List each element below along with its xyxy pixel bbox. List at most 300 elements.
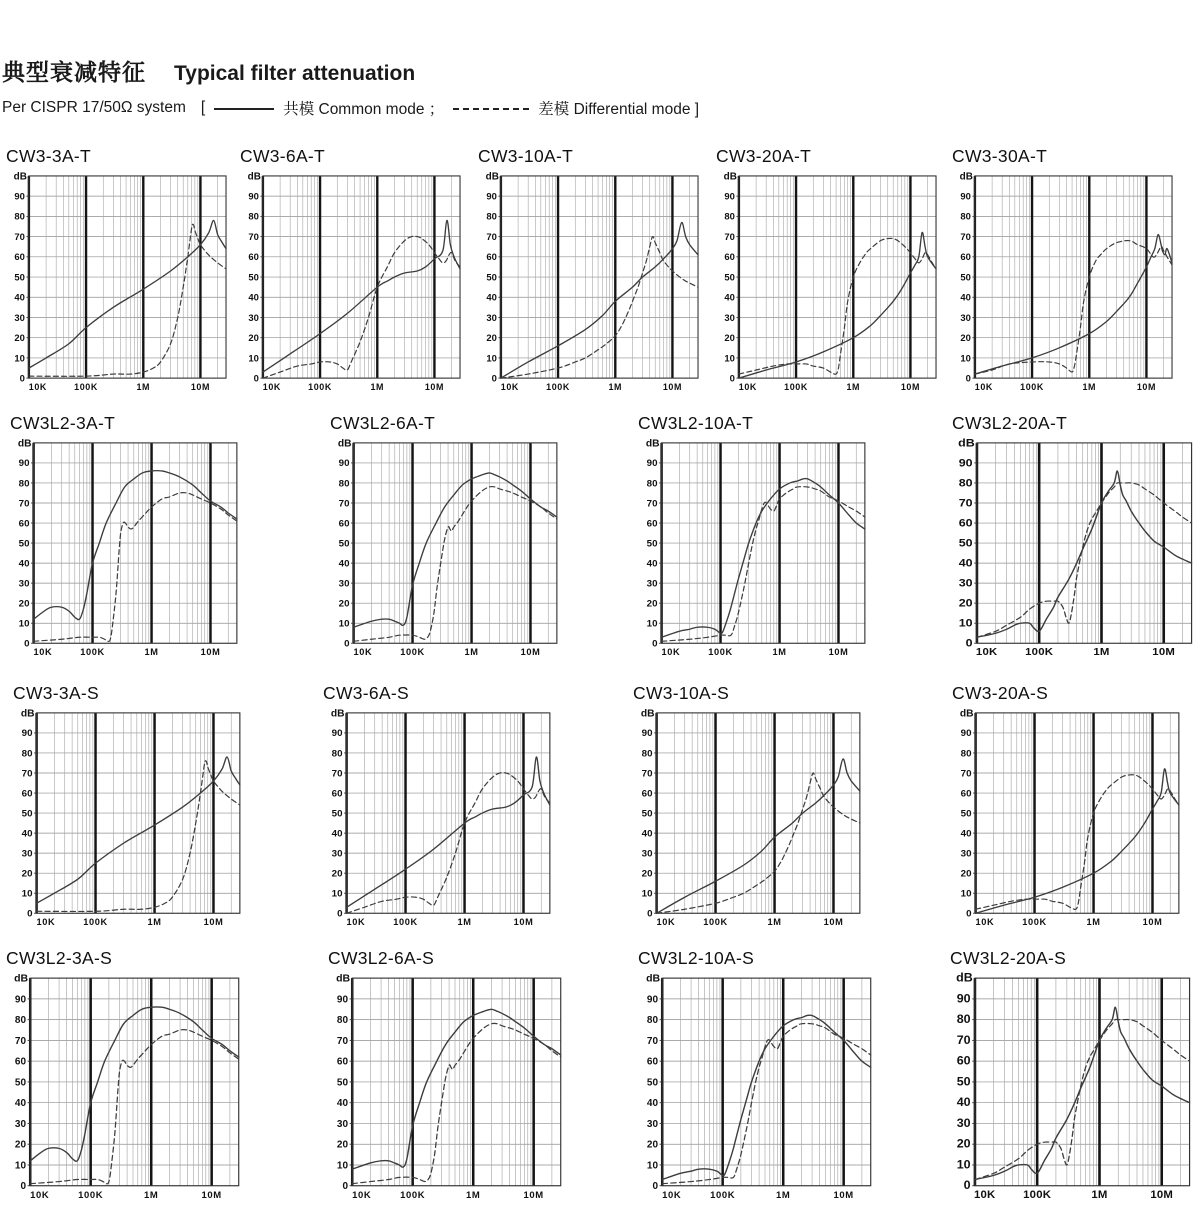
chart-plot: [952, 436, 1197, 658]
svg-text:40: 40: [338, 558, 350, 570]
svg-text:dB: dB: [13, 171, 27, 183]
svg-text:90: 90: [14, 994, 27, 1006]
svg-text:30: 30: [958, 576, 973, 590]
svg-text:60: 60: [960, 788, 972, 800]
svg-text:70: 70: [14, 1036, 27, 1047]
svg-text:10M: 10M: [828, 647, 849, 658]
svg-text:100K: 100K: [703, 917, 728, 928]
svg-text:60: 60: [646, 1056, 659, 1068]
svg-text:90: 90: [960, 190, 971, 202]
svg-text:30: 30: [724, 311, 735, 323]
differential-mode-line-sample: [453, 108, 529, 110]
chart-plot: [716, 169, 941, 393]
svg-text:0: 0: [20, 1181, 27, 1193]
svg-text:70: 70: [960, 768, 972, 780]
svg-text:10K: 10K: [975, 917, 995, 928]
svg-text:10M: 10M: [201, 1190, 222, 1200]
svg-text:10K: 10K: [346, 917, 366, 928]
svg-text:70: 70: [646, 1036, 659, 1047]
attenuation-chart-cw3l2-20a-t: [952, 413, 1197, 658]
svg-text:50: 50: [14, 1077, 27, 1089]
svg-text:40: 40: [14, 1098, 27, 1110]
svg-text:70: 70: [248, 230, 259, 242]
svg-text:10: 10: [331, 888, 343, 900]
svg-text:30: 30: [956, 1116, 971, 1130]
svg-text:dB: dB: [958, 436, 975, 450]
svg-text:80: 80: [958, 475, 973, 490]
svg-text:90: 90: [14, 190, 25, 202]
svg-text:dB: dB: [959, 171, 973, 183]
chart-plot: [952, 706, 1184, 928]
svg-text:40: 40: [336, 1098, 349, 1110]
svg-text:40: 40: [486, 291, 497, 303]
svg-text:20: 20: [486, 332, 497, 344]
svg-text:dB: dB: [959, 708, 974, 720]
chart-plot: [633, 706, 865, 928]
svg-text:100K: 100K: [83, 917, 108, 928]
svg-text:10: 10: [960, 352, 971, 364]
svg-text:1M: 1M: [608, 382, 623, 393]
svg-text:10: 10: [338, 618, 350, 630]
svg-text:60: 60: [960, 251, 971, 263]
svg-text:50: 50: [958, 535, 973, 550]
svg-text:dB: dB: [247, 171, 261, 183]
svg-text:20: 20: [958, 596, 973, 610]
common-mode-line-sample: [214, 108, 274, 110]
svg-text:70: 70: [21, 768, 33, 780]
chart-title: CW3-20A-S: [952, 683, 1049, 703]
chart-title: CW3-10A-S: [633, 683, 730, 703]
svg-text:10K: 10K: [36, 917, 56, 928]
svg-text:20: 20: [21, 868, 33, 880]
svg-text:30: 30: [336, 1119, 349, 1130]
svg-text:100K: 100K: [308, 382, 332, 393]
test-condition-label: Per CISPR 17/50Ω system: [2, 99, 186, 116]
svg-text:40: 40: [646, 1098, 659, 1110]
svg-text:20: 20: [724, 332, 735, 344]
svg-text:60: 60: [338, 518, 350, 530]
svg-text:1M: 1M: [767, 917, 782, 928]
svg-text:dB: dB: [20, 708, 35, 720]
svg-text:10M: 10M: [1136, 382, 1157, 393]
svg-text:100K: 100K: [710, 1190, 736, 1200]
svg-text:50: 50: [336, 1077, 349, 1089]
svg-text:30: 30: [641, 848, 653, 860]
svg-text:dB: dB: [337, 438, 352, 450]
svg-text:40: 40: [956, 1095, 971, 1110]
svg-text:100K: 100K: [393, 917, 418, 928]
svg-text:30: 30: [338, 578, 350, 590]
svg-text:60: 60: [21, 788, 33, 800]
svg-text:20: 20: [18, 598, 30, 610]
svg-text:100K: 100K: [78, 1190, 104, 1200]
page-title-chinese: 典型衰减特征: [2, 59, 146, 85]
svg-text:20: 20: [14, 1139, 27, 1151]
svg-text:0: 0: [966, 908, 972, 920]
svg-text:50: 50: [960, 808, 972, 820]
svg-text:100K: 100K: [708, 647, 733, 658]
svg-text:10: 10: [960, 888, 972, 900]
svg-text:10: 10: [14, 1160, 27, 1172]
svg-text:70: 70: [956, 1033, 971, 1047]
svg-text:100K: 100K: [1022, 917, 1047, 928]
svg-text:dB: dB: [640, 708, 655, 720]
svg-text:80: 80: [641, 748, 653, 760]
chart-plot: [638, 971, 876, 1201]
svg-text:60: 60: [724, 251, 735, 263]
svg-text:10K: 10K: [30, 1190, 50, 1200]
svg-text:10: 10: [646, 1160, 659, 1172]
svg-text:90: 90: [486, 190, 497, 202]
svg-text:100K: 100K: [784, 382, 808, 393]
chart-title: CW3-20A-T: [716, 146, 812, 166]
svg-text:70: 70: [18, 498, 30, 510]
svg-text:10M: 10M: [900, 382, 921, 393]
svg-text:50: 50: [486, 271, 497, 283]
svg-text:dB: dB: [336, 973, 351, 985]
svg-text:10: 10: [956, 1157, 971, 1172]
svg-text:100K: 100K: [1025, 646, 1054, 658]
svg-text:1M: 1M: [147, 917, 162, 928]
svg-text:10K: 10K: [352, 1190, 372, 1200]
svg-text:60: 60: [18, 518, 30, 530]
attenuation-chart-cw3l2-6a-s: [328, 948, 566, 1201]
svg-text:30: 30: [486, 311, 497, 323]
attenuation-chart-cw3l2-10a-t: [638, 413, 870, 658]
svg-text:90: 90: [646, 458, 658, 470]
svg-text:10: 10: [21, 888, 33, 900]
svg-text:1M: 1M: [776, 1190, 791, 1200]
svg-text:0: 0: [652, 1181, 659, 1193]
svg-text:10M: 10M: [190, 382, 211, 393]
chart-plot: [328, 971, 566, 1201]
svg-text:80: 80: [14, 1015, 27, 1027]
svg-text:0: 0: [342, 1181, 349, 1193]
chart-plot: [10, 436, 242, 658]
chart-title: CW3L2-10A-T: [638, 413, 754, 433]
svg-text:20: 20: [960, 868, 972, 880]
svg-text:70: 70: [14, 230, 25, 242]
svg-text:80: 80: [248, 210, 259, 222]
svg-text:10M: 10M: [513, 917, 534, 928]
svg-text:50: 50: [960, 271, 971, 283]
svg-text:10M: 10M: [520, 647, 541, 658]
chart-title: CW3-3A-T: [6, 146, 92, 166]
svg-text:1M: 1M: [1086, 917, 1101, 928]
chart-title: CW3L2-20A-S: [950, 948, 1067, 968]
svg-text:90: 90: [956, 991, 971, 1006]
svg-text:80: 80: [486, 210, 497, 222]
svg-text:90: 90: [248, 190, 259, 202]
svg-text:10K: 10K: [975, 646, 998, 658]
svg-text:10K: 10K: [738, 382, 757, 393]
chart-title: CW3-6A-T: [240, 146, 326, 166]
svg-text:1M: 1M: [846, 382, 861, 393]
attenuation-chart-cw3-30a-t: [952, 146, 1177, 393]
svg-text:60: 60: [331, 788, 343, 800]
svg-text:50: 50: [724, 271, 735, 283]
svg-text:0: 0: [965, 636, 973, 650]
svg-text:100K: 100K: [74, 382, 98, 393]
svg-text:0: 0: [491, 372, 497, 384]
chart-title: CW3L2-3A-S: [6, 948, 113, 968]
attenuation-chart-cw3l2-3a-t: [10, 413, 242, 658]
svg-text:60: 60: [956, 1053, 971, 1068]
svg-text:100K: 100K: [1020, 382, 1044, 393]
svg-text:90: 90: [724, 190, 735, 202]
svg-text:30: 30: [960, 311, 971, 323]
svg-text:10K: 10K: [656, 917, 676, 928]
svg-text:80: 80: [956, 1012, 971, 1027]
chart-title: CW3L2-6A-S: [328, 948, 435, 968]
chart-plot: [478, 169, 703, 393]
svg-text:10: 10: [958, 616, 973, 630]
attenuation-chart-cw3l2-3a-s: [6, 948, 244, 1201]
svg-text:0: 0: [965, 372, 971, 384]
svg-text:30: 30: [646, 578, 658, 590]
svg-text:dB: dB: [485, 171, 499, 183]
svg-text:40: 40: [960, 828, 972, 840]
legend-differential-label: 差模 Differential mode ]: [538, 101, 700, 118]
svg-text:60: 60: [248, 251, 259, 263]
svg-text:10M: 10M: [424, 382, 445, 393]
svg-text:20: 20: [248, 332, 259, 344]
attenuation-chart-cw3-3a-t: [6, 146, 231, 393]
svg-text:20: 20: [960, 332, 971, 344]
legend-row: [2, 97, 699, 119]
legend-common-label: 共模 Common mode ；: [283, 101, 445, 118]
chart-plot: [950, 971, 1195, 1201]
svg-text:30: 30: [960, 848, 972, 860]
svg-text:10: 10: [646, 618, 658, 630]
svg-text:dB: dB: [723, 171, 737, 183]
svg-text:1M: 1M: [144, 1190, 159, 1200]
svg-text:40: 40: [724, 291, 735, 303]
svg-text:1M: 1M: [1082, 382, 1097, 393]
page-title-english: Typical filter attenuation: [174, 62, 416, 85]
svg-text:70: 70: [641, 768, 653, 780]
chart-plot: [6, 971, 244, 1201]
svg-text:70: 70: [486, 230, 497, 242]
svg-text:10: 10: [486, 352, 497, 364]
svg-text:90: 90: [958, 455, 973, 470]
svg-text:1M: 1M: [464, 647, 479, 658]
svg-text:50: 50: [248, 271, 259, 283]
svg-text:40: 40: [958, 556, 973, 570]
svg-text:0: 0: [344, 638, 350, 650]
svg-text:70: 70: [331, 768, 343, 780]
svg-text:10K: 10K: [974, 382, 993, 393]
svg-text:40: 40: [14, 291, 25, 303]
svg-text:10K: 10K: [28, 382, 47, 393]
svg-text:10M: 10M: [203, 917, 224, 928]
svg-text:90: 90: [18, 458, 30, 470]
svg-text:50: 50: [646, 538, 658, 550]
svg-text:100K: 100K: [1023, 1189, 1052, 1201]
svg-text:10K: 10K: [973, 1189, 996, 1201]
svg-text:30: 30: [331, 848, 343, 860]
svg-text:90: 90: [960, 728, 972, 740]
svg-text:50: 50: [338, 538, 350, 550]
chart-plot: [952, 169, 1177, 393]
svg-text:dB: dB: [645, 438, 660, 450]
svg-text:90: 90: [331, 728, 343, 740]
svg-text:80: 80: [331, 748, 343, 760]
chart-title: CW3L2-6A-T: [330, 413, 436, 433]
svg-text:10: 10: [248, 352, 259, 364]
svg-text:10K: 10K: [500, 382, 519, 393]
svg-text:10K: 10K: [662, 1190, 682, 1200]
svg-text:10M: 10M: [823, 917, 844, 928]
svg-text:70: 70: [960, 230, 971, 242]
svg-text:dB: dB: [646, 973, 661, 985]
svg-text:80: 80: [646, 478, 658, 490]
svg-text:40: 40: [21, 828, 33, 840]
svg-text:80: 80: [960, 748, 972, 760]
attenuation-chart-cw3-6a-t: [240, 146, 465, 393]
svg-text:1M: 1M: [1093, 646, 1110, 658]
svg-text:80: 80: [960, 210, 971, 222]
svg-text:60: 60: [14, 251, 25, 263]
svg-text:70: 70: [336, 1036, 349, 1047]
svg-text:100K: 100K: [546, 382, 570, 393]
svg-text:70: 70: [724, 230, 735, 242]
svg-text:1M: 1M: [1091, 1189, 1108, 1201]
chart-plot: [323, 706, 555, 928]
chart-title: CW3-10A-T: [478, 146, 574, 166]
chart-title: CW3-30A-T: [952, 146, 1048, 166]
svg-text:70: 70: [338, 498, 350, 510]
svg-text:40: 40: [960, 291, 971, 303]
attenuation-chart-cw3l2-20a-s: [950, 948, 1195, 1201]
svg-text:30: 30: [21, 848, 33, 860]
svg-text:50: 50: [14, 271, 25, 283]
svg-text:30: 30: [18, 578, 30, 590]
svg-text:10K: 10K: [33, 647, 53, 658]
svg-text:20: 20: [646, 1139, 659, 1151]
svg-text:20: 20: [14, 332, 25, 344]
chart-plot: [330, 436, 562, 658]
attenuation-chart-cw3-3a-s: [13, 683, 245, 928]
attenuation-chart-cw3l2-10a-s: [638, 948, 876, 1201]
chart-title: CW3-6A-S: [323, 683, 410, 703]
svg-text:20: 20: [331, 868, 343, 880]
svg-text:1M: 1M: [136, 382, 151, 393]
svg-text:10M: 10M: [200, 647, 221, 658]
svg-text:100K: 100K: [80, 647, 105, 658]
attenuation-chart-cw3l2-6a-t: [330, 413, 562, 658]
svg-text:1M: 1M: [772, 647, 787, 658]
svg-text:30: 30: [646, 1119, 659, 1130]
svg-text:50: 50: [18, 538, 30, 550]
svg-text:10M: 10M: [662, 382, 683, 393]
svg-text:0: 0: [27, 908, 33, 920]
legend-bracket: [: [200, 99, 206, 116]
page-title: [2, 54, 415, 87]
svg-text:90: 90: [336, 994, 349, 1006]
svg-text:20: 20: [641, 868, 653, 880]
svg-text:10M: 10M: [1152, 646, 1176, 658]
svg-text:40: 40: [641, 828, 653, 840]
svg-text:80: 80: [18, 478, 30, 490]
svg-text:60: 60: [14, 1056, 27, 1068]
svg-text:40: 40: [646, 558, 658, 570]
svg-text:60: 60: [486, 251, 497, 263]
svg-text:0: 0: [19, 372, 25, 384]
svg-text:90: 90: [646, 994, 659, 1006]
svg-text:20: 20: [336, 1139, 349, 1151]
svg-text:40: 40: [248, 291, 259, 303]
svg-text:1M: 1M: [457, 917, 472, 928]
svg-text:80: 80: [14, 210, 25, 222]
svg-text:50: 50: [21, 808, 33, 820]
svg-text:20: 20: [956, 1137, 971, 1151]
svg-text:90: 90: [338, 458, 350, 470]
svg-text:dB: dB: [17, 438, 32, 450]
svg-text:0: 0: [647, 908, 653, 920]
svg-text:40: 40: [331, 828, 343, 840]
svg-text:50: 50: [956, 1074, 971, 1089]
svg-text:10K: 10K: [353, 647, 373, 658]
svg-text:10M: 10M: [833, 1190, 854, 1200]
attenuation-chart-cw3-20a-t: [716, 146, 941, 393]
attenuation-chart-cw3-10a-s: [633, 683, 865, 928]
svg-text:0: 0: [24, 638, 30, 650]
svg-text:10: 10: [336, 1160, 349, 1172]
svg-text:0: 0: [963, 1178, 971, 1193]
chart-title: CW3L2-20A-T: [952, 413, 1068, 433]
svg-text:80: 80: [21, 748, 33, 760]
svg-text:1M: 1M: [370, 382, 385, 393]
chart-title: CW3L2-3A-T: [10, 413, 116, 433]
svg-text:40: 40: [18, 558, 30, 570]
svg-text:60: 60: [641, 788, 653, 800]
svg-text:dB: dB: [956, 971, 973, 985]
svg-text:60: 60: [336, 1056, 349, 1068]
svg-text:10: 10: [641, 888, 653, 900]
svg-text:0: 0: [652, 638, 658, 650]
svg-text:60: 60: [646, 518, 658, 530]
svg-text:90: 90: [21, 728, 33, 740]
svg-text:10: 10: [724, 352, 735, 364]
svg-text:10: 10: [14, 352, 25, 364]
svg-text:90: 90: [641, 728, 653, 740]
attenuation-chart-cw3-20a-s: [952, 683, 1184, 928]
svg-text:80: 80: [724, 210, 735, 222]
svg-text:20: 20: [646, 598, 658, 610]
svg-text:30: 30: [248, 311, 259, 323]
svg-text:10K: 10K: [661, 647, 681, 658]
svg-text:10M: 10M: [1150, 1189, 1174, 1201]
svg-text:dB: dB: [14, 973, 29, 985]
svg-text:0: 0: [337, 908, 343, 920]
svg-text:dB: dB: [330, 708, 345, 720]
chart-plot: [13, 706, 245, 928]
chart-plot: [638, 436, 870, 658]
svg-text:80: 80: [646, 1015, 659, 1027]
svg-text:20: 20: [338, 598, 350, 610]
svg-text:1M: 1M: [466, 1190, 481, 1200]
svg-text:100K: 100K: [400, 1190, 426, 1200]
svg-text:80: 80: [336, 1015, 349, 1027]
svg-text:10: 10: [18, 618, 30, 630]
svg-text:50: 50: [641, 808, 653, 820]
attenuation-chart-cw3-10a-t: [478, 146, 703, 393]
svg-text:70: 70: [646, 498, 658, 510]
svg-text:0: 0: [253, 372, 259, 384]
svg-text:60: 60: [958, 515, 973, 530]
chart-title: CW3-3A-S: [13, 683, 100, 703]
